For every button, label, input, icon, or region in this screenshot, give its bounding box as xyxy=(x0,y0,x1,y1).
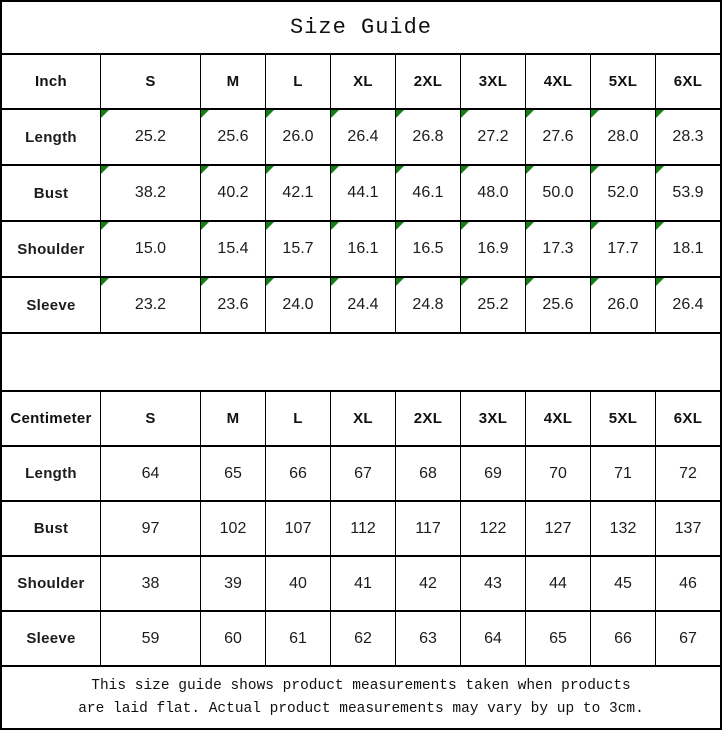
value-cell-text: 60 xyxy=(224,629,242,647)
footer-line-1: This size guide shows product measurements taken when products xyxy=(91,678,631,695)
value-cell-text: 127 xyxy=(544,519,572,537)
row-label-cell xyxy=(2,447,101,500)
value-cell-text: 18.1 xyxy=(672,240,704,257)
value-cell-text: 53.9 xyxy=(672,184,704,201)
size-header-cell-text: 2XL xyxy=(413,73,443,90)
size-header-cell-text: 4XL xyxy=(543,73,573,90)
value-cell-text: 46 xyxy=(679,574,697,592)
row-label-cell-text: Length xyxy=(25,128,77,146)
value-cell-text: 17.7 xyxy=(607,240,639,257)
size-header-cell xyxy=(266,55,331,108)
value-cell-text: 42 xyxy=(419,574,437,592)
value-cell xyxy=(461,166,526,220)
measurement-row xyxy=(2,557,720,612)
footer-line-2: are laid flat. Actual product measurements may vary by up to 3cm. xyxy=(78,700,644,717)
value-cell-text: 43 xyxy=(484,574,502,592)
value-cell xyxy=(331,166,396,220)
value-cell xyxy=(591,447,656,500)
value-cell-text: 15.4 xyxy=(217,240,249,257)
value-cell xyxy=(656,278,720,332)
row-label-cell-text: Bust xyxy=(33,184,69,202)
cell-corner-flag-icon xyxy=(591,278,599,286)
section-spacer xyxy=(2,334,720,392)
value-cell-text: 40.2 xyxy=(217,184,249,201)
size-header-cell-text: 5XL xyxy=(608,73,638,90)
size-header-cell xyxy=(396,392,461,445)
value-cell-text: 117 xyxy=(415,519,441,537)
cell-corner-flag-icon xyxy=(526,278,534,286)
size-header-cell xyxy=(101,392,201,445)
value-cell xyxy=(656,502,720,555)
row-label-cell xyxy=(2,557,101,610)
size-header-cell xyxy=(591,55,656,108)
cell-corner-flag-icon xyxy=(396,166,404,174)
value-cell xyxy=(526,557,591,610)
size-header-cell xyxy=(461,392,526,445)
size-header-cell-text: L xyxy=(293,73,303,90)
unit-label-cell-text: Inch xyxy=(34,73,68,90)
cell-corner-flag-icon xyxy=(101,222,109,230)
value-cell-text: 64 xyxy=(141,464,160,482)
row-label-cell-text: Shoulder xyxy=(17,240,85,258)
value-cell xyxy=(591,222,656,276)
size-header-cell xyxy=(101,55,201,108)
value-cell-text: 26.4 xyxy=(672,296,704,313)
value-cell-text: 23.2 xyxy=(134,296,167,313)
value-cell xyxy=(461,278,526,332)
value-cell-text: 25.6 xyxy=(542,296,574,313)
inch_table-header-row xyxy=(2,55,720,110)
value-cell-text: 25.6 xyxy=(217,128,249,145)
value-cell-text: 41 xyxy=(354,574,372,592)
value-cell xyxy=(656,447,720,500)
size-header-cell xyxy=(396,55,461,108)
value-cell-text: 44 xyxy=(549,574,567,592)
cell-corner-flag-icon xyxy=(526,166,534,174)
value-cell xyxy=(201,110,266,164)
centimeter-table xyxy=(2,392,720,667)
value-cell-text: 40 xyxy=(289,574,307,592)
value-cell xyxy=(656,166,720,220)
value-cell xyxy=(266,110,331,164)
value-cell xyxy=(266,447,331,500)
value-cell-text: 69 xyxy=(484,464,502,482)
value-cell xyxy=(201,166,266,220)
size-header-cell xyxy=(526,392,591,445)
value-cell-text: 52.0 xyxy=(607,184,639,201)
size-header-cell-text: L xyxy=(293,410,303,427)
value-cell-text: 97 xyxy=(141,519,160,537)
value-cell-text: 24.4 xyxy=(347,296,379,313)
value-cell-text: 68 xyxy=(419,464,437,482)
cell-corner-flag-icon xyxy=(266,166,274,174)
size-header-cell-text: 2XL xyxy=(413,410,443,427)
value-cell-text: 62 xyxy=(354,629,372,647)
value-cell-text: 66 xyxy=(289,464,307,482)
value-cell-text: 70 xyxy=(549,464,567,482)
row-label-cell-text: Length xyxy=(25,465,77,482)
value-cell-text: 122 xyxy=(479,519,507,537)
value-cell xyxy=(101,447,201,500)
value-cell-text: 107 xyxy=(284,519,312,537)
cell-corner-flag-icon xyxy=(591,110,599,118)
cell-corner-flag-icon xyxy=(396,222,404,230)
cell-corner-flag-icon xyxy=(461,278,469,286)
value-cell-text: 71 xyxy=(614,464,632,482)
value-cell xyxy=(101,222,201,276)
value-cell xyxy=(656,557,720,610)
size-header-cell-text: 4XL xyxy=(543,410,573,427)
value-cell xyxy=(331,278,396,332)
value-cell-text: 67 xyxy=(354,464,372,482)
cell-corner-flag-icon xyxy=(101,278,109,286)
value-cell-text: 27.6 xyxy=(542,128,574,145)
value-cell xyxy=(526,110,591,164)
value-cell-text: 28.0 xyxy=(607,128,639,145)
value-cell-text: 25.2 xyxy=(134,128,167,145)
inch-table xyxy=(2,55,720,334)
cell-corner-flag-icon xyxy=(101,166,109,174)
value-cell-text: 15.7 xyxy=(282,240,314,257)
row-label-cell xyxy=(2,110,101,164)
size-header-cell-text: 5XL xyxy=(608,410,638,427)
value-cell-text: 112 xyxy=(350,519,376,537)
size-header-cell xyxy=(266,392,331,445)
value-cell xyxy=(396,557,461,610)
value-cell xyxy=(591,557,656,610)
value-cell xyxy=(461,502,526,555)
value-cell xyxy=(526,612,591,665)
value-cell xyxy=(526,166,591,220)
cell-corner-flag-icon xyxy=(201,278,209,286)
value-cell xyxy=(396,222,461,276)
value-cell-text: 24.0 xyxy=(282,296,314,313)
value-cell-text: 50.0 xyxy=(542,184,574,201)
value-cell-text: 64 xyxy=(484,629,502,647)
cell-corner-flag-icon xyxy=(201,110,209,118)
cm_table-header-row xyxy=(2,392,720,447)
size-header-cell-text: 6XL xyxy=(673,73,703,90)
value-cell xyxy=(656,110,720,164)
row-label-cell xyxy=(2,502,101,555)
value-cell xyxy=(331,447,396,500)
value-cell xyxy=(461,557,526,610)
value-cell-text: 26.0 xyxy=(282,128,314,145)
value-cell xyxy=(101,557,201,610)
value-cell xyxy=(101,166,201,220)
cell-corner-flag-icon xyxy=(656,222,664,230)
value-cell-text: 16.9 xyxy=(477,240,509,257)
cell-corner-flag-icon xyxy=(591,166,599,174)
cell-corner-flag-icon xyxy=(656,110,664,118)
measurement-row xyxy=(2,612,720,667)
value-cell-text: 23.6 xyxy=(217,296,249,313)
value-cell xyxy=(331,222,396,276)
size-header-cell xyxy=(201,392,266,445)
cell-corner-flag-icon xyxy=(331,278,339,286)
value-cell-text: 46.1 xyxy=(412,184,444,201)
value-cell-text: 39 xyxy=(224,574,242,592)
value-cell-text: 72 xyxy=(679,464,697,482)
value-cell-text: 16.1 xyxy=(347,240,379,257)
value-cell xyxy=(526,447,591,500)
value-cell xyxy=(201,222,266,276)
value-cell xyxy=(331,612,396,665)
value-cell xyxy=(201,502,266,555)
value-cell xyxy=(201,447,266,500)
cell-corner-flag-icon xyxy=(526,110,534,118)
value-cell xyxy=(461,612,526,665)
value-cell xyxy=(461,447,526,500)
value-cell-text: 137 xyxy=(674,519,702,537)
cell-corner-flag-icon xyxy=(396,278,404,286)
size-header-cell xyxy=(201,55,266,108)
value-cell xyxy=(331,110,396,164)
measurement-row xyxy=(2,447,720,502)
value-cell xyxy=(266,166,331,220)
size-header-cell-text: 6XL xyxy=(673,410,703,427)
value-cell-text: 26.0 xyxy=(607,296,639,313)
value-cell xyxy=(396,612,461,665)
size-header-cell xyxy=(591,392,656,445)
value-cell-text: 42.1 xyxy=(282,184,314,201)
size-header-cell-text: M xyxy=(226,73,240,90)
value-cell-text: 65 xyxy=(224,464,242,482)
row-label-cell xyxy=(2,612,101,665)
value-cell-text: 28.3 xyxy=(672,128,704,145)
unit-label-cell xyxy=(2,55,101,108)
value-cell-text: 45 xyxy=(614,574,632,592)
cell-corner-flag-icon xyxy=(461,110,469,118)
size-header-cell-text: S xyxy=(145,73,156,90)
value-cell xyxy=(656,222,720,276)
size-header-cell-text: XL xyxy=(353,73,373,90)
cell-corner-flag-icon xyxy=(656,166,664,174)
value-cell-text: 25.2 xyxy=(477,296,509,313)
unit-label-cell xyxy=(2,392,101,445)
value-cell xyxy=(201,278,266,332)
size-header-cell xyxy=(461,55,526,108)
measurement-row xyxy=(2,110,720,166)
value-cell xyxy=(591,612,656,665)
value-cell xyxy=(101,110,201,164)
value-cell xyxy=(656,612,720,665)
value-cell xyxy=(526,222,591,276)
value-cell-text: 16.5 xyxy=(412,240,444,257)
value-cell-text: 48.0 xyxy=(477,184,509,201)
value-cell-text: 26.4 xyxy=(347,128,379,145)
size-header-cell-text: 3XL xyxy=(478,73,508,90)
value-cell xyxy=(461,110,526,164)
value-cell xyxy=(526,502,591,555)
value-cell-text: 63 xyxy=(419,629,437,647)
size-header-cell-text: M xyxy=(226,410,240,427)
measurement-row xyxy=(2,278,720,334)
cell-corner-flag-icon xyxy=(396,110,404,118)
cell-corner-flag-icon xyxy=(461,222,469,230)
value-cell xyxy=(266,278,331,332)
value-cell xyxy=(266,502,331,555)
size-header-cell-text: XL xyxy=(353,410,373,427)
value-cell xyxy=(396,502,461,555)
row-label-cell xyxy=(2,166,101,220)
unit-label-cell-text: Centimeter xyxy=(10,410,92,427)
value-cell-text: 102 xyxy=(219,519,247,537)
value-cell-text: 44.1 xyxy=(347,184,379,201)
size-header-cell xyxy=(331,55,396,108)
value-cell xyxy=(396,278,461,332)
value-cell-text: 24.8 xyxy=(412,296,444,313)
row-label-cell-text: Shoulder xyxy=(17,575,85,592)
row-label-cell-text: Sleeve xyxy=(26,296,76,314)
value-cell-text: 61 xyxy=(289,629,307,647)
cell-corner-flag-icon xyxy=(266,278,274,286)
size-guide-title: Size Guide xyxy=(2,2,720,55)
value-cell-text: 132 xyxy=(609,519,637,537)
cell-corner-flag-icon xyxy=(591,222,599,230)
value-cell xyxy=(266,557,331,610)
value-cell-text: 38.2 xyxy=(134,184,167,201)
value-cell xyxy=(591,278,656,332)
measurement-row xyxy=(2,502,720,557)
value-cell xyxy=(461,222,526,276)
cell-corner-flag-icon xyxy=(331,166,339,174)
value-cell xyxy=(201,612,266,665)
value-cell xyxy=(591,166,656,220)
value-cell-text: 65 xyxy=(549,629,567,647)
size-header-cell xyxy=(656,55,720,108)
value-cell xyxy=(396,166,461,220)
value-cell xyxy=(101,502,201,555)
value-cell-text: 59 xyxy=(141,629,160,647)
value-cell xyxy=(591,502,656,555)
row-label-cell xyxy=(2,278,101,332)
measurement-row xyxy=(2,166,720,222)
value-cell xyxy=(331,557,396,610)
cell-corner-flag-icon xyxy=(266,110,274,118)
value-cell-text: 66 xyxy=(614,629,632,647)
row-label-cell-text: Sleeve xyxy=(26,630,76,647)
value-cell xyxy=(396,110,461,164)
value-cell xyxy=(591,110,656,164)
size-header-cell xyxy=(331,392,396,445)
value-cell xyxy=(266,222,331,276)
value-cell xyxy=(396,447,461,500)
cell-corner-flag-icon xyxy=(266,222,274,230)
value-cell-text: 38 xyxy=(141,574,160,592)
cell-corner-flag-icon xyxy=(201,166,209,174)
size-header-cell-text: 3XL xyxy=(478,410,508,427)
value-cell-text: 17.3 xyxy=(542,240,574,257)
cell-corner-flag-icon xyxy=(331,110,339,118)
size-header-cell xyxy=(526,55,591,108)
value-cell-text: 26.8 xyxy=(412,128,444,145)
value-cell-text: 27.2 xyxy=(477,128,509,145)
cell-corner-flag-icon xyxy=(101,110,109,118)
row-label-cell-text: Bust xyxy=(33,520,69,537)
row-label-cell xyxy=(2,222,101,276)
value-cell xyxy=(331,502,396,555)
value-cell xyxy=(101,612,201,665)
cell-corner-flag-icon xyxy=(201,222,209,230)
footer-note xyxy=(2,667,720,728)
size-header-cell xyxy=(656,392,720,445)
value-cell xyxy=(266,612,331,665)
cell-corner-flag-icon xyxy=(526,222,534,230)
value-cell-text: 67 xyxy=(679,629,697,647)
cell-corner-flag-icon xyxy=(461,166,469,174)
value-cell-text: 15.0 xyxy=(134,240,167,257)
measurement-row xyxy=(2,222,720,278)
value-cell xyxy=(101,278,201,332)
value-cell xyxy=(201,557,266,610)
cell-corner-flag-icon xyxy=(331,222,339,230)
cell-corner-flag-icon xyxy=(656,278,664,286)
size-header-cell-text: S xyxy=(145,410,156,427)
value-cell xyxy=(526,278,591,332)
